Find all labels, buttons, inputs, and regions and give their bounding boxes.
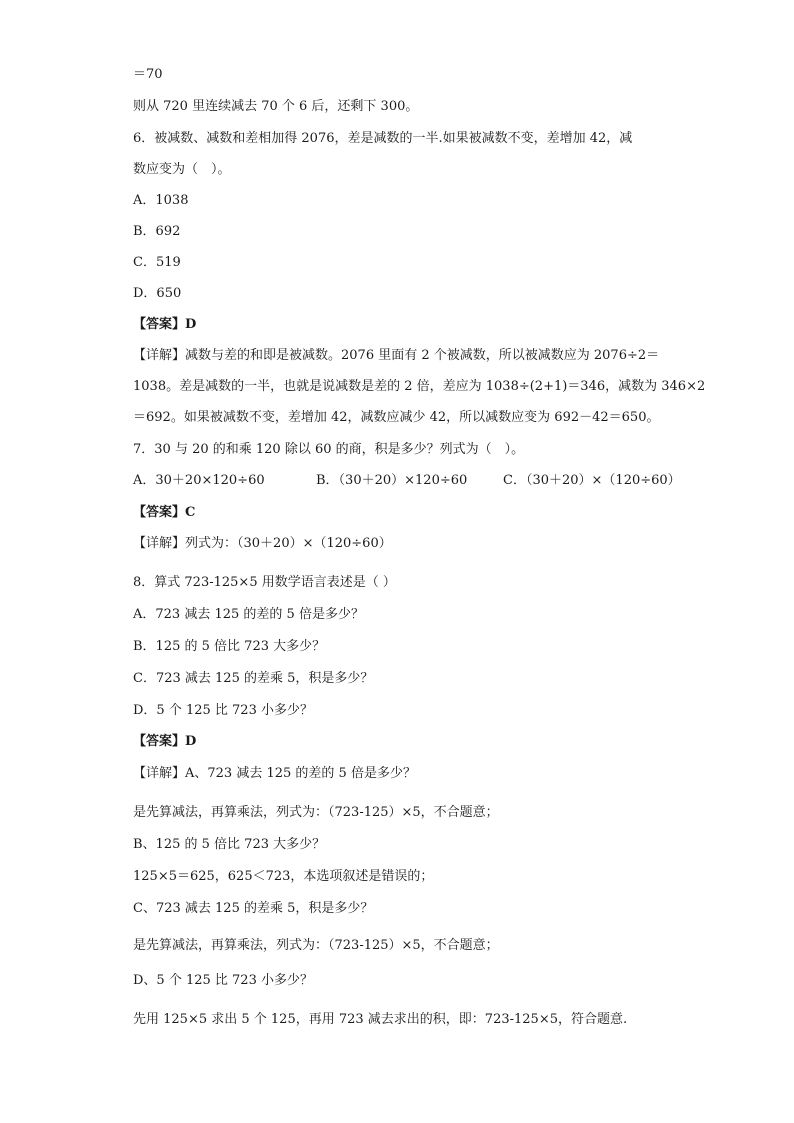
question-6-stem: 6．被减数、减数和差相加得 2076，差是减数的一半.如果被减数不变，差增加 42，减	[133, 131, 633, 146]
option-d: D．650	[133, 286, 182, 301]
explanation-line: 【详解】A、723 减去 125 的差的 5 倍是多少？	[133, 766, 416, 781]
text-line: ＝70	[133, 67, 163, 82]
explanation-line: B、125 的 5 倍比 723 大多少？	[133, 837, 326, 852]
explanation-line: 【详解】列式为：（30＋20）×（120÷60）	[133, 536, 392, 551]
text-line: 则从 720 里连续减去 70 个 6 后，还剩下 300。	[133, 99, 419, 114]
explanation-line: 先用 125×5 求出 5 个 125，再用 723 减去求出的积，即：723-125×5，符合题意.	[133, 1012, 628, 1027]
option-c: C．723 减去 125 的差乘 5，积是多少？	[133, 671, 374, 686]
option-b: B．125 的 5 倍比 723 大多少？	[133, 639, 326, 654]
option-d: D．5 个 125 比 723 小多少？	[133, 703, 313, 718]
answer-label: 【答案】C	[133, 505, 196, 520]
question-7-stem: 7．30 与 20 的和乘 120 除以 60 的商，积是多少？列式为（ ）。	[133, 442, 525, 457]
explanation-line: 125×5＝625，625＜723，本选项叙述是错误的；	[133, 869, 434, 884]
answer-label: 【答案】D	[133, 734, 197, 749]
option-c: C．（30＋20）×（120÷60）	[503, 473, 681, 488]
explanation-line: 1038。差是减数的一半，也就是说减数是差的 2 倍，差应为 1038÷(2+1)＝346，减数为 346×2	[133, 379, 706, 394]
explanation-line: 【详解】减数与差的和即是被减数。2076 里面有 2 个被减数，所以被减数应为 2076÷2＝	[133, 348, 660, 363]
question-7-options	[133, 472, 693, 490]
option-a: A．1038	[133, 193, 189, 208]
explanation-line: 是先算减法，再算乘法，列式为：（723-125）×5，不合题意；	[133, 938, 499, 953]
explanation-line: C、723 减去 125 的差乘 5，积是多少？	[133, 901, 374, 916]
answer-label: 【答案】D	[133, 317, 197, 332]
option-b: B．692	[133, 224, 181, 239]
option-c: C．519	[133, 255, 181, 270]
option-a: A．30＋20×120÷60	[133, 473, 265, 488]
explanation-line: ＝692。如果被减数不变，差增加 42，减数应减少 42，所以减数应变为 692－42＝650。	[133, 410, 660, 425]
question-6-stem-cont: 数应变为（ ）。	[133, 162, 231, 177]
option-a: A．723 减去 125 的差的 5 倍是多少？	[133, 607, 364, 622]
option-b: B．（30＋20）×120÷60	[316, 473, 468, 488]
question-8-stem: 8．算式 723-125×5 用数学语言表述是（ ）	[133, 575, 396, 590]
explanation-line: D、5 个 125 比 723 小多少？	[133, 973, 313, 988]
explanation-line: 是先算减法，再算乘法，列式为：（723-125）×5，不合题意；	[133, 805, 499, 820]
